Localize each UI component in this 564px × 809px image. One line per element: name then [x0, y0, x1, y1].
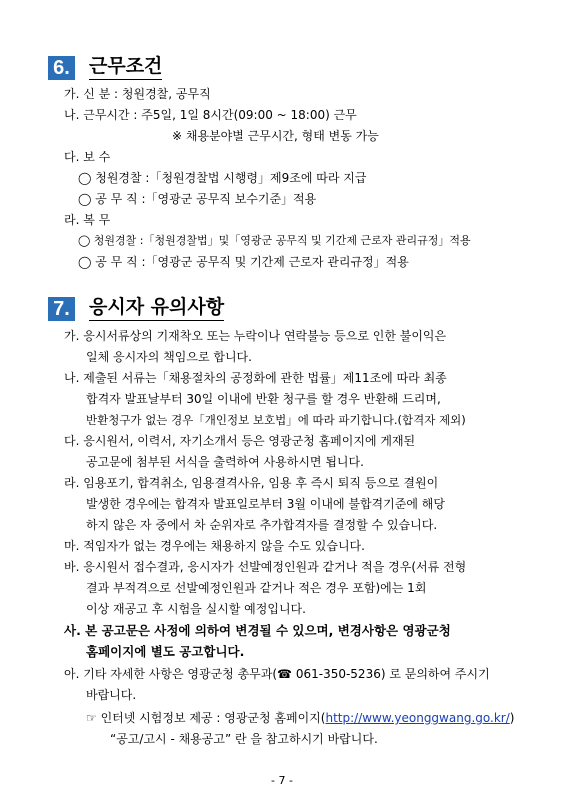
section-number-badge: 6. — [48, 56, 75, 80]
text-line: 바. 응시원서 접수결과, 응시자가 선발예정인원과 같거나 적을 경우(서류 전형 — [64, 560, 467, 574]
phone-icon: ☎ — [277, 667, 292, 681]
text-line: 바랍니다. — [86, 688, 137, 702]
text-line: 나. 제출된 서류는「채용절차의 공정화에 관한 법률」제11조에 따라 최종 — [64, 371, 447, 385]
closing-paren: ) — [509, 711, 515, 725]
list-item: ◯ 청원경찰 :「청원경찰법 시행령」제9조에 따라 지급 — [78, 171, 367, 185]
text-line: 이상 재공고 후 시험을 실시할 예정입니다. — [86, 602, 306, 616]
text-line: 가. 응시서류상의 기재착오 또는 누락이나 연락불능 등으로 인한 불이익은 — [64, 329, 447, 343]
website-label: 인터넷 시험정보 제공 : 영광군청 홈페이지( — [100, 711, 326, 725]
website-line — [86, 710, 514, 726]
text-line: 마. 적임자가 없는 경우에는 채용하지 않을 수도 있습니다. — [64, 539, 365, 553]
text-line: 합격자 발표날부터 30일 이내에 반환 청구를 할 경우 반환해 드리며, — [86, 392, 441, 406]
text-line: 라. 복 무 — [64, 213, 111, 227]
text-line: 공고문에 첨부된 서식을 출력하여 사용하시면 됩니다. — [86, 455, 364, 469]
list-item: ◯ 공 무 직 :「영광군 공무직 보수기준」적용 — [78, 192, 317, 206]
text-line: 일체 응시자의 책임으로 합니다. — [86, 350, 252, 364]
text-line: 라. 임용포기, 합격취소, 임용결격사유, 임용 후 즉시 퇴직 등으로 결원이 — [64, 476, 439, 490]
section-number-badge: 7. — [48, 297, 75, 321]
contact-line — [64, 666, 490, 682]
text-line: 나. 근무시간 : 주5일, 1일 8시간(09:00 ~ 18:00) 근무 — [64, 108, 357, 122]
phone-number: 061-350-5236) 로 문의하여 주시기 — [295, 667, 490, 681]
text-line: 다. 응시원서, 이력서, 자기소개서 등은 영광군청 홈페이지에 게재된 — [64, 434, 416, 448]
list-item: ◯ 청원경찰 :「청원경찰법」및「영광군 공무직 및 기간제 근로자 관리규정」적용 — [78, 234, 471, 247]
text-line: “공고/고시 - 채용공고” 란 을 참고하시기 바랍니다. — [110, 732, 378, 746]
contact-text: 아. 기타 자세한 사항은 영광군청 총무과( — [64, 667, 278, 681]
pointer-icon: ☞ — [86, 711, 97, 725]
text-line: 발생한 경우에는 합격자 발표일로부터 3월 이내에 불합격기준에 해당 — [86, 497, 445, 511]
list-item: ◯ 공 무 직 :「영광군 공무직 및 기간제 근로자 관리규정」적용 — [78, 255, 409, 269]
section-7-heading — [48, 295, 224, 321]
website-link[interactable]: http://www.yeonggwang.go.kr/ — [325, 711, 510, 725]
text-line: 하지 않은 자 중에서 차 순위자로 추가합격자를 결정할 수 있습니다. — [86, 518, 438, 532]
section-title: 응시자 유의사항 — [89, 295, 224, 321]
text-line: 결과 부적격으로 선발예정인원과 같거나 적은 경우 포함)에는 1회 — [86, 581, 427, 595]
note-line: ※ 채용분야별 근무시간, 형태 변동 가능 — [172, 129, 379, 143]
text-line: 가. 신 분 : 청원경찰, 공무직 — [64, 87, 211, 101]
text-line: 반환청구가 없는 경우「개인정보 보호법」에 따라 파기합니다.(합격자 제외) — [86, 413, 466, 427]
emphasis-line: 홈페이지에 별도 공고합니다. — [86, 644, 245, 659]
page-number: - 7 - — [271, 774, 293, 787]
emphasis-line: 사. 본 공고문은 사정에 의하여 변경될 수 있으며, 변경사항은 영광군청 — [64, 623, 451, 638]
text-line: 다. 보 수 — [64, 150, 111, 164]
section-title: 근무조건 — [89, 54, 162, 80]
section-6-heading — [48, 54, 162, 80]
